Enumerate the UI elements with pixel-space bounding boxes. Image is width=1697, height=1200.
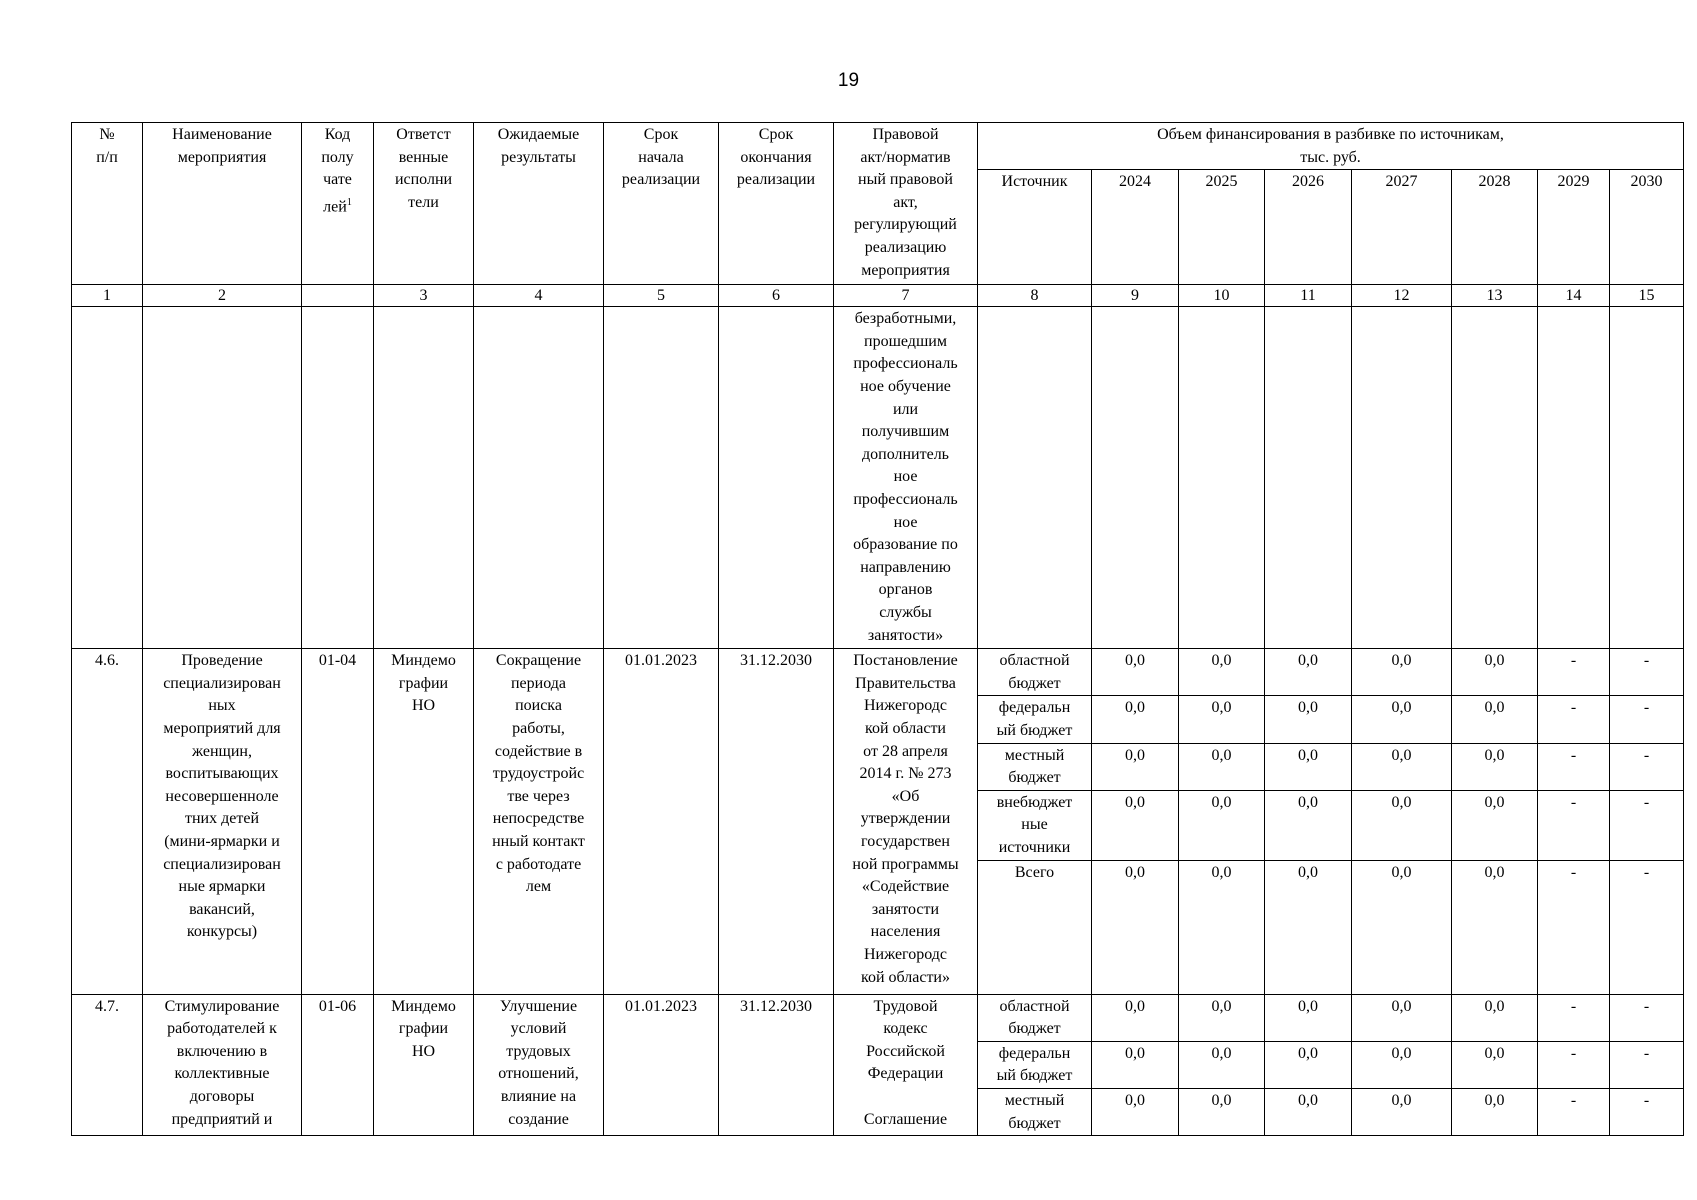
funding-value: - [1610,860,1684,994]
funding-value: 0,0 [1452,1041,1538,1088]
table-row [72,994,1684,1041]
responsible: Миндемо графии НО [374,649,474,994]
column-number: 13 [1452,285,1538,307]
row-number: 4.6. [72,649,143,994]
header-year: 2027 [1352,170,1452,285]
header-year: 2026 [1265,170,1352,285]
funding-value: 0,0 [1452,1088,1538,1135]
header-responsible: Ответст венные исполни тели [374,123,474,285]
funding-value: 0,0 [1265,790,1352,860]
funding-value: 0,0 [1092,743,1179,790]
funding-value: 0,0 [1092,649,1179,696]
responsible: Миндемо графии НО [374,994,474,1136]
funding-value: 0,0 [1352,860,1452,994]
funding-value: 0,0 [1352,994,1452,1041]
header-end-date: Срок окончания реализации [719,123,834,285]
column-number: 4 [474,285,604,307]
funding-value: 0,0 [1179,743,1265,790]
continuation-legal-act: безработными, прошедшим профессиональ ное обучение или получившим дополнитель ное профессиональ ное образование по направлению органов службы занятости» [834,307,978,649]
funding-value: 0,0 [1352,649,1452,696]
funding-source: областной бюджет [978,994,1092,1041]
end-date: 31.12.2030 [719,994,834,1136]
table-cell [143,307,302,649]
funding-value: 0,0 [1179,994,1265,1041]
activity-name: Проведение специализирован ных мероприятий для женщин, воспитывающих несовершенноле тних детей (мини-ярмарки и специализирован ные ярмарки вакансий, конкурсы) [143,649,302,994]
expected-results: Улучшение условий трудовых отношений, влияние на создание [474,994,604,1136]
table-cell [604,307,719,649]
table-cell [1092,307,1179,649]
header-year: 2030 [1610,170,1684,285]
funding-value: - [1610,696,1684,743]
table-cell [1610,307,1684,649]
start-date: 01.01.2023 [604,994,719,1136]
funding-value: - [1538,790,1610,860]
table-cell [978,307,1092,649]
header-funding: Объем финансирования в разбивке по источникам, тыс. руб. [978,123,1684,170]
table-cell [302,307,374,649]
funding-value: 0,0 [1179,1041,1265,1088]
funding-value: - [1538,696,1610,743]
funding-value: 0,0 [1352,743,1452,790]
funding-value: - [1538,994,1610,1041]
funding-value: 0,0 [1092,860,1179,994]
table-row [72,649,1684,696]
funding-value: 0,0 [1179,1088,1265,1135]
header-num: № п/п [72,123,143,285]
funding-value: - [1610,743,1684,790]
funding-value: - [1538,1088,1610,1135]
column-number: 2 [143,285,302,307]
column-number: 14 [1538,285,1610,307]
start-date: 01.01.2023 [604,649,719,994]
funding-source: внебюджет ные источники [978,790,1092,860]
footnote-marker: 1 [346,196,352,208]
header-start-date: Срок начала реализации [604,123,719,285]
funding-source: федеральн ый бюджет [978,696,1092,743]
header-legal-act: Правовой акт/норматив ный правовой акт, регулирующий реализацию мероприятия [834,123,978,285]
activity-name: Стимулирование работодателей к включению в коллективные договоры предприятий и [143,994,302,1136]
column-number: 3 [374,285,474,307]
funding-value: - [1610,649,1684,696]
page-number: 19 [837,70,860,91]
program-activities-table [71,122,1684,1136]
column-number: 1 [72,285,143,307]
funding-value: 0,0 [1352,1088,1452,1135]
funding-value: 0,0 [1092,696,1179,743]
header-year: 2024 [1092,170,1179,285]
funding-value: 0,0 [1352,1041,1452,1088]
funding-value: 0,0 [1179,790,1265,860]
row-number: 4.7. [72,994,143,1136]
funding-value: - [1610,1041,1684,1088]
recipient-code: 01-06 [302,994,374,1136]
funding-value: 0,0 [1265,1088,1352,1135]
funding-value: 0,0 [1452,790,1538,860]
funding-value: 0,0 [1452,696,1538,743]
funding-value: - [1538,743,1610,790]
funding-value: - [1610,790,1684,860]
header-row-top [72,123,1684,170]
funding-value: 0,0 [1352,790,1452,860]
funding-source: областной бюджет [978,649,1092,696]
header-year: 2029 [1538,170,1610,285]
column-number [302,285,374,307]
funding-value: - [1538,649,1610,696]
table-cell [719,307,834,649]
funding-value: 0,0 [1265,994,1352,1041]
table-cell [1352,307,1452,649]
funding-value: 0,0 [1092,994,1179,1041]
table-cell [1265,307,1352,649]
header-expected-results: Ожидаемые результаты [474,123,604,285]
funding-value: 0,0 [1179,696,1265,743]
funding-value: 0,0 [1179,860,1265,994]
header-recipient-code [302,123,374,285]
header-year: 2025 [1179,170,1265,285]
column-number: 11 [1265,285,1352,307]
funding-value: 0,0 [1265,696,1352,743]
column-number: 5 [604,285,719,307]
column-number-row [72,285,1684,307]
funding-value: 0,0 [1452,994,1538,1041]
funding-source: местный бюджет [978,743,1092,790]
funding-value: 0,0 [1352,696,1452,743]
table-cell [474,307,604,649]
header-source: Источник [978,170,1092,285]
legal-act: Постановление Правительства Нижегородс кой области от 28 апреля 2014 г. № 273 «Об утверждении государствен ной программы «Содействие занятости населения Нижегородс кой области» [834,649,978,994]
expected-results: Сокращение периода поиска работы, содействие в трудоустройс тве через непосредстве нный контакт с работодате лем [474,649,604,994]
funding-source: Всего [978,860,1092,994]
column-number: 15 [1610,285,1684,307]
column-number: 10 [1179,285,1265,307]
funding-value: - [1538,1041,1610,1088]
funding-value: 0,0 [1092,790,1179,860]
end-date: 31.12.2030 [719,649,834,994]
table-cell [1179,307,1265,649]
funding-value: 0,0 [1092,1088,1179,1135]
funding-value: 0,0 [1092,1041,1179,1088]
funding-value: 0,0 [1452,649,1538,696]
legal-act: Трудовой кодекс Российской Федерации Соглашение [834,994,978,1136]
funding-value: 0,0 [1265,649,1352,696]
funding-value: 0,0 [1452,860,1538,994]
table-cell [1538,307,1610,649]
header-year: 2028 [1452,170,1538,285]
recipient-code: 01-04 [302,649,374,994]
table-cell [72,307,143,649]
funding-source: федеральн ый бюджет [978,1041,1092,1088]
header-activity-name: Наименование мероприятия [143,123,302,285]
table-cell [1452,307,1538,649]
continuation-row [72,307,1684,649]
funding-value: - [1610,994,1684,1041]
funding-source: местный бюджет [978,1088,1092,1135]
funding-value: 0,0 [1179,649,1265,696]
column-number: 6 [719,285,834,307]
column-number: 12 [1352,285,1452,307]
funding-value: 0,0 [1265,743,1352,790]
column-number: 8 [978,285,1092,307]
funding-value: 0,0 [1452,743,1538,790]
column-number: 9 [1092,285,1179,307]
funding-value: 0,0 [1265,860,1352,994]
header-recipient-code-text: Код полу чате лей [321,126,354,216]
column-number: 7 [834,285,978,307]
funding-value: - [1538,860,1610,994]
funding-value: 0,0 [1265,1041,1352,1088]
table-cell [374,307,474,649]
funding-value: - [1610,1088,1684,1135]
